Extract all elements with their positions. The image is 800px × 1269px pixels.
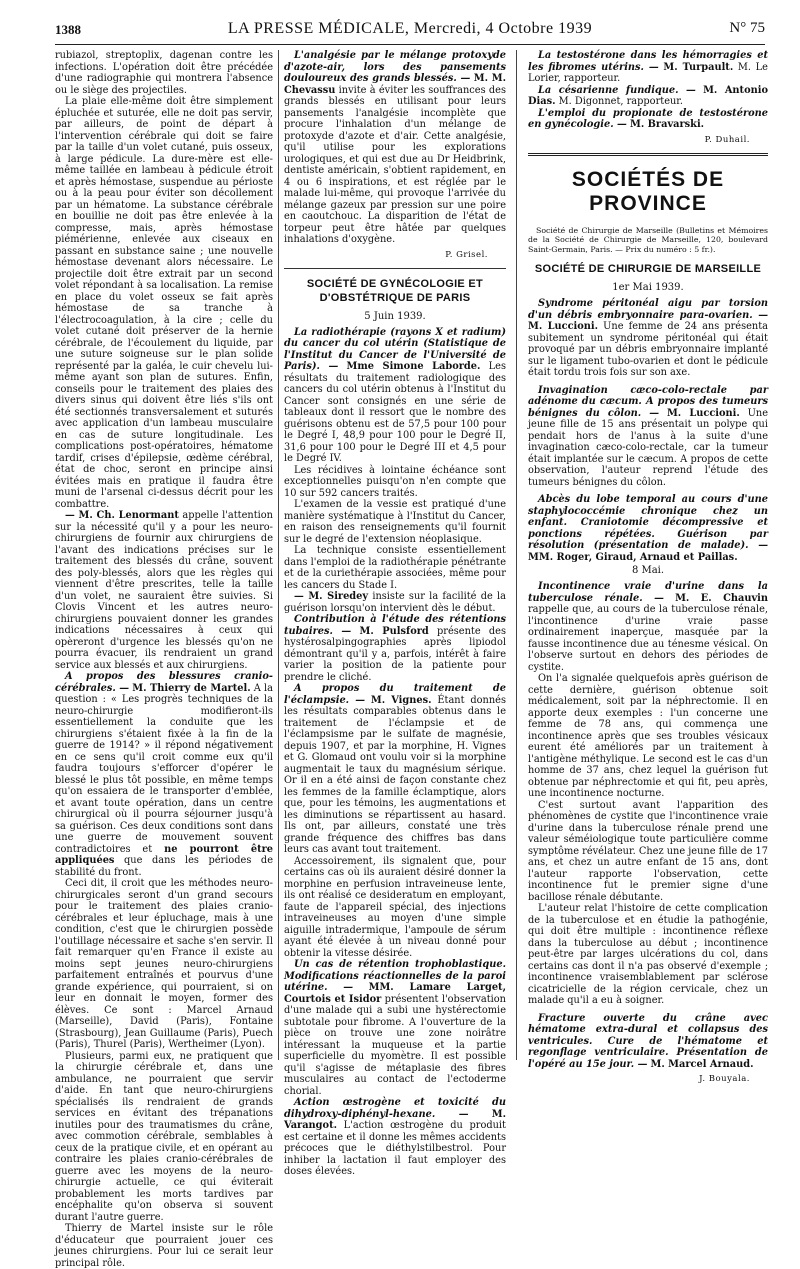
paragraph-text: Une femme de 24 ans présenta subitement un syndrome péritonéal qui était provoqué par un débris embryonnaire implanté sur le ligament tubo-ovarien et dont le pédicule était tordu trois fois sur son axe. bbox=[528, 321, 768, 378]
signature: P. Grisel. bbox=[445, 249, 488, 260]
paragraph-text: présentent l'observation d'une malade qui a subi une hystérectomie subtotale pour fibrome. A l'ouverture de la pièce on trouve une zone noirâtre intéressant la muqueuse et la partie superficielle du myomètre. Il est possible qu'il s'agisse de métaplasie des fibres musculaires au contact de l'ectoderme chorial. bbox=[284, 993, 506, 1097]
page-number: 1388 bbox=[55, 22, 81, 37]
paragraph-text: insiste sur la facilité de la guérison lorsqu'on intervient dès le début. bbox=[284, 591, 506, 614]
signature: J. Bouyala. bbox=[699, 1074, 750, 1084]
paragraph bbox=[284, 959, 506, 1097]
column-3 bbox=[528, 50, 769, 1084]
page-header bbox=[55, 20, 765, 45]
divider bbox=[284, 268, 506, 269]
author-name: Mme Simone Laborde. bbox=[346, 361, 481, 372]
author-name: M. Vignes. bbox=[370, 694, 432, 706]
paragraph-text: M. Le Lorier, rapporteur. bbox=[528, 61, 768, 84]
session-date: 5 Juin 1939. bbox=[364, 310, 426, 322]
paragraph bbox=[528, 108, 768, 131]
journal-title: LA PRESSE MÉDICALE, Mercredi, 4 Octobre 1939 bbox=[227, 20, 593, 37]
paragraph bbox=[528, 494, 768, 563]
author-name: M. E. Chauvin bbox=[675, 592, 769, 604]
article-title: La testostérone dans les hémorragies et les fibromes utérins. — bbox=[528, 50, 768, 73]
signature: P. Duhail. bbox=[704, 134, 750, 145]
article-title: La césarienne fundique. — bbox=[538, 84, 696, 96]
author-name: — M. Siredey bbox=[294, 591, 369, 602]
author-name: M. M. Chevassu bbox=[284, 73, 506, 96]
paragraph: Les récidives à lointaine échéance sont exceptionnelles puisqu'on n'en compte que 10 sur 592 cancers traités. bbox=[284, 464, 506, 499]
article-title: Invagination cæco-colo-rectale par adénome du cæcum. A propos des tumeurs bénignes du côlon. — bbox=[528, 384, 768, 419]
paragraph bbox=[528, 298, 768, 379]
paragraph bbox=[528, 385, 768, 489]
paragraph bbox=[284, 614, 506, 683]
paragraph bbox=[284, 327, 506, 465]
paragraph: L'auteur relat l'histoire de cette complication de la tuberculose et en étudie la pathogénie, qui doit être multiple : incontinence réflexe dans la tuberculose au début ; incontinence peut-être par larges ulcérations du col, dans certains cas dont il n'a pas observé d'exemple ; incontinence vraisemblablement par sclérose cicatricielle de la région cervicale, chez un malade qu'il a eu à soigner. bbox=[528, 903, 768, 1006]
issue-number: N° 75 bbox=[729, 20, 765, 36]
paragraph bbox=[528, 581, 768, 673]
column-2 bbox=[284, 50, 506, 1177]
society-info: Société de Chirurgie de Marseille (Bulletins et Mémoires de la Société de Chirurgie de Marseille, 120, boulevard Saint-Germain, Paris. — Prix du numéro : 5 fr.). bbox=[528, 225, 768, 254]
paragraph-text: présente des hystérosalpingographies après lipiodol démontrant qu'il y a, parfois, intérêt à faire varier la position de la patiente pour prendre le cliché. bbox=[284, 625, 506, 683]
paragraph bbox=[284, 591, 506, 614]
emphasis: ne pourront être appliquées bbox=[55, 843, 273, 866]
author-name: — M. Ch. Lenormant bbox=[65, 510, 179, 521]
paragraph-text: Étant donnés les résultats comparables obtenus dans le traitement de l'éclampsie et de l'éclampsisme par le sulfate de magnésie, depuis 1907, et par la morphine, H. Vignes et G. Glomaud ont voulu voir si la morphine augmentait le taux du magnésium sérique. Or il en a été ainsi de façon constante chez les femmes de la famille éclamptique, alors que, pour les témoins, les augmentations et les diminutions se répartissent au hasard. Ils ont, par ailleurs, constaté une très grande fréquence des chiffres bas dans leurs cas avant tout traitement. bbox=[284, 694, 506, 855]
author-name: MM. Lamare Larget, Courtois et Isidor bbox=[284, 982, 506, 1005]
paragraph bbox=[55, 671, 273, 878]
article-title: Action œstrogène et toxicité du dihydroxy-diphényl-hexane. — bbox=[284, 1097, 506, 1120]
paragraph: L'examen de la vessie est pratiqué d'une manière systématique à l'Institut du Cancer, en raison des renseignements qu'il fournit sur le degré de l'extension néoplasique. bbox=[284, 499, 506, 545]
paragraph: C'est surtout avant l'apparition des phénomènes de cystite que l'incontinence vraie d'urine dans la tuberculose rénale prend une valeur séméiologique toute particulière comme symptôme révélateur. Chez une jeune fille de 17 ans, et chez un autre enfant de 15 ans, dont l'auteur rapporte l'observation, cette incontinence fut le premier signe d'une bacillose rénale débutante. bbox=[528, 799, 768, 903]
paragraph-text: L'action œstrogène du produit est certaine et il donne les mêmes accidents précoces que le diéthylstilbestrol. Pour inhiber la lactation il faut employer des doses élevées. bbox=[284, 1120, 506, 1177]
paragraph-text: appelle l'attention sur la nécessité qu'il y a pour les neuro-chirurgiens de fournir aux chirurgiens de l'avant des indications précises sur le traitement des blessés du crâne, souvent des poly-blessés, alors que les règles qui viennent d'être prescrites, telle la taille d'un volet, ne sauraient être suivies. Si Clovis Vincent et les autres neuro-chirurgiens pouvaient donner les grandes indications nécessaires à ceux qui opèreront d'urgence les blessés qu'on ne pourra évacuer, ils rendraient un grand service aux blessés et aux chirurgiens. bbox=[55, 510, 273, 671]
session-date: 8 Mai. bbox=[631, 565, 665, 576]
article-title: A propos du traitement de l'éclampsie. — bbox=[284, 683, 506, 706]
author-name: M. Thierry de Martel. bbox=[132, 682, 251, 694]
paragraph-text: rappelle que, au cours de la tuberculose rénale, l'incontinence d'urine vraie passe ordinairement inaperçue, masquée par la fausse incontinence due au ténesme vésical. On l'observe surtout en dehors des périodes de cystite. bbox=[528, 604, 768, 673]
society-heading: SOCIÉTÉ DE GYNÉCOLOGIE ET D'OBSTÉTRIQUE DE PARIS bbox=[306, 277, 484, 304]
paragraph-text: Les résultats du traitement radiologique des cancers du col utérin obtenus à l'Institut du Cancer sont consignés en une série de tableaux dont il ressort que le nombre des guérisons obtenu est de 57,5 pour 100 pour le Degré I, 48,9 pour 100 pour le Degré II, 31,6 pour 100 pour le Degré III et 4,5 pour le Degré IV. bbox=[284, 361, 506, 464]
article-title: L'analgésie par le mélange protoxyde d'azote-air, lors des pansements douloureux des grands blessés. — bbox=[284, 50, 506, 84]
paragraph: Plusieurs, parmi eux, ne pratiquent que la chirurgie cérébrale et, dans une ambulance, ne pourraient que servir d'aide. En tant que neuro-chirurgiens spécialisés ils rendraient de grands services en évitant des trépanations inutiles pour des traumatismes du crâne, avec commotion cérébrale, semblables à ceux de la pratique civile, et en opérant au contraire les plaies cranio-cérébrales de guerre avec les moyens de la neuro-chirurgie actuelle, ce qui éviterait probablement les morts tardives par encéphalite qu'on observa si souvent durant l'autre guerre. bbox=[55, 1050, 273, 1223]
paragraph: Ceci dit, il croit que les méthodes neuro-chirurgicales seront d'un grand secours pour le traitement des plaies cranio-cérébrales et leur épluchage, mais à une condition, c'est que le chirurgien possède l'outillage nécessaire et sache s'en servir. Il fait remarquer qu'en France il existe au moins sept jeunes neuro-chirurgiens parfaitement entraînés et pourvus d'une grande expérience, qui pourraient, si on leur en donnait le moyen, former des élèves. Ce sont : Marcel Arnaud (Marseille), David (Paris), Fontaine (Strasbourg), Jean Guillaume (Paris), Puech (Paris), Thurel (Paris), Wertheimer (Lyon). bbox=[55, 878, 273, 1050]
author-name: M. Bravarski. bbox=[629, 119, 705, 130]
paragraph: Thierry de Martel insiste sur le rôle d'éducateur que pourraient jouer ces jeunes chirurgiens. Pour lui ce serait leur principal rôle. bbox=[55, 1223, 273, 1269]
article-title: Fracture ouverte du crâne avec hématome extra-dural et collapsus des ventricules. Cure de l'hématome et regonflage ventriculaire. Présentation de l'opéré au 15e jour. — bbox=[528, 1012, 768, 1070]
paragraph bbox=[55, 510, 273, 671]
author-name: M. Marcel Arnaud. bbox=[650, 1058, 754, 1070]
column-separator bbox=[278, 50, 279, 1060]
article-title: La radiothérapie (rayons X et radium) du cancer du col utérin (Statistique de l'Institut du Cancer de l'Université de Paris). — bbox=[284, 326, 506, 372]
paragraph bbox=[528, 50, 768, 85]
column-separator bbox=[516, 50, 517, 1060]
paragraph-text: que dans les périodes de stabilité du front. bbox=[55, 855, 273, 878]
author-name: M. Varangot. bbox=[284, 1108, 506, 1131]
paragraph: La technique consiste essentiellement dans l'emploi de la radiothérapie pénétrante et de la curiethérapie associées, même pour les cancers du Stade I. bbox=[284, 545, 506, 591]
divider bbox=[528, 153, 768, 156]
paragraph-text: A la question : « Les progrès techniques de la neuro-chirurgie modifieront-ils essentiellement la conduite que les chirurgiens s'étaient fixée à la fin de la guerre de 1914? » il répond négativement en ce sens qu'il croit comme eux qu'il faudra toujours s'efforcer d'opérer le blessé le plus tôt possible, en même temps qu'on essaiera de le transporter d'emblée, et avant toute opération, dans un centre chirurgical où il pourra séjourner jusqu'à sa guérison. Ces deux conditions sont dans une guerre de mouvement souvent contradictoires et bbox=[55, 682, 274, 855]
author-name: M. Luccioni. bbox=[528, 321, 599, 332]
article-title: Contribution à l'étude des rétentions tubaires. — bbox=[284, 614, 506, 637]
paragraph bbox=[284, 50, 506, 246]
article-title: Syndrome péritonéal aigu par torsion d'un débris embryonnaire para-ovarien. — bbox=[528, 298, 768, 321]
section-heading: SOCIÉTÉS DE PROVINCE bbox=[571, 167, 725, 215]
author-name: M. Pulsford bbox=[359, 625, 429, 637]
author-name: M. Turpault. bbox=[663, 61, 734, 73]
article-title: Abcès du lobe temporal au cours d'une staphylococcémie chronique chez un enfant. Craniotomie décompressive et ponctions répétées. Guérison par résolution (présentation de malade). — bbox=[528, 494, 768, 551]
author-name: M. Luccioni. bbox=[666, 407, 740, 419]
column-1 bbox=[55, 50, 274, 1269]
paragraph-text: M. Digonnet, rapporteur. bbox=[555, 96, 684, 107]
article-title: Incontinence vraie d'urine dans la tuberculose rénale. — bbox=[528, 581, 768, 604]
paragraph bbox=[284, 683, 506, 856]
paragraph-text: Une jeune fille de 15 ans présentait un polype qui pendait hors de l'anus à la suite d'une invagination cæco-colo-rectale, car la tumeur était implantée sur le cæcum. A propos de cette observation, l'auteur reprend l'étude des tumeurs bénignes du côlon. bbox=[528, 407, 768, 488]
paragraph-text: invite à éviter les souffrances des grands blessés en utilisant pour leurs pansements l'analgésie incomplète que procure l'inhalation d'un mélange de protoxyde d'azote et d'air. Cette analgésie, qu'il utilise pour les explorations urologiques, et qui est due au Dr Heidbrink, dentiste américain, s'obtient rapidement, en 4 ou 6 inspirations, et est réglée par le malade lui-même, qui provoque l'arrivée du mélange gazeux par pression sur une poire en caoutchouc. La disparition de l'état de torpeur peut être hâtée par quelques inhalations d'oxygène. bbox=[284, 84, 506, 245]
paragraph bbox=[284, 1097, 506, 1178]
paragraph: La plaie elle-même doit être simplement épluchée et suturée, elle ne doit pas servir, par ailleurs, de point de départ à l'intervention cérébrale qui doit se faire par la taille d'un volet cutané, puis osseux, à large pédicule. La dure-mère est elle-même taillée en lambeau à pédicule étroit et après hémostase, suspendue au périoste ou à la peau pour éviter son décollement par un hématome. La substance cérébrale en bouillie ne doit pas être enlevée à la compresse, mais, après hémostase piémérienne, enlevée aux ciseaux en passant en substance saine ; une nouvelle hémostase devenant alors nécessaire. Le projectile doit être extrait par un second volet répondant à sa localisation. La remise en place du volet osseux se fait après hémostase de sa tranche à l'électrocoagulation, à la cire ; celle du volet cutané doit préserver de la hernie cérébrale, de l'écoulement du liquide, par une suture soigneuse sur le plan solide représenté par la galéa, le cuir chevelu lui-même ayant son plan de sutures. Enfin, conseils pour le traitement des plaies des divers sinus qui doivent être liés s'ils ont été sectionnés transversalement et suturés avec application d'un lambeau musculaire en cas de suture longitudinale. Les complications post-opératoires, hématome tardif, crises d'épilepsie, œdème cérébral, état de choc, seront en principe ainsi évitées mais en pratique il faudra être muni de l'arsenal ci-dessus décrit pour les combattre. bbox=[55, 96, 273, 510]
paragraph bbox=[528, 85, 768, 108]
society-heading: SOCIÉTÉ DE CHIRURGIE DE MARSEILLE bbox=[534, 263, 762, 275]
article-title: L'emploi du propionate de testostérone en gynécologie. — bbox=[528, 107, 768, 130]
session-date: 1er Mai 1939. bbox=[612, 282, 684, 293]
article-title: Un cas de rétention trophoblastique. Modifications réactionnelles de la paroi utérine. — bbox=[284, 959, 506, 993]
paragraph: On l'a signalée quelquefois après guérison de cette dernière, guérison obtenue soit médicalement, soit par la néphrectomie. Il en apporte deux exemples : l'un concerne une femme de 78 ans, qui commença une incontinence après que ses troubles vésicaux eurent été améliorés par un traitement à l'antigène méthylique. Le second est le cas d'un homme de 37 ans, chez lequel la guérison fut obtenue par néphrectomie et qui fit, peu après, une incontinence nocturne. bbox=[528, 673, 768, 799]
author-name: M. Antonio Dias. bbox=[528, 84, 768, 107]
author-name: MM. Roger, Giraud, Arnaud et Paillas. bbox=[528, 551, 738, 563]
article-title: A propos des blessures cranio-cérébrales. — bbox=[55, 671, 273, 694]
paragraph: Accessoirement, ils signalent que, pour certains cas où ils auraient désiré donner la morphine en perfusion intraveineuse lente, ils ont réalisé ce desideratum en employant, faute de l'appareil spécial, des injections intraveineuses au moyen d'une simple aiguille intradermique, l'ampoule de sérum ayant été élevée à un niveau donné pour obtenir la vitesse désirée. bbox=[284, 855, 506, 959]
paragraph bbox=[528, 1013, 768, 1071]
paragraph: rubiazol, streptoplix, dagenan contre les infections. L'opération doit être précédée d'une radiographie qui montrera l'absence ou le siège des projectiles. bbox=[55, 50, 273, 96]
